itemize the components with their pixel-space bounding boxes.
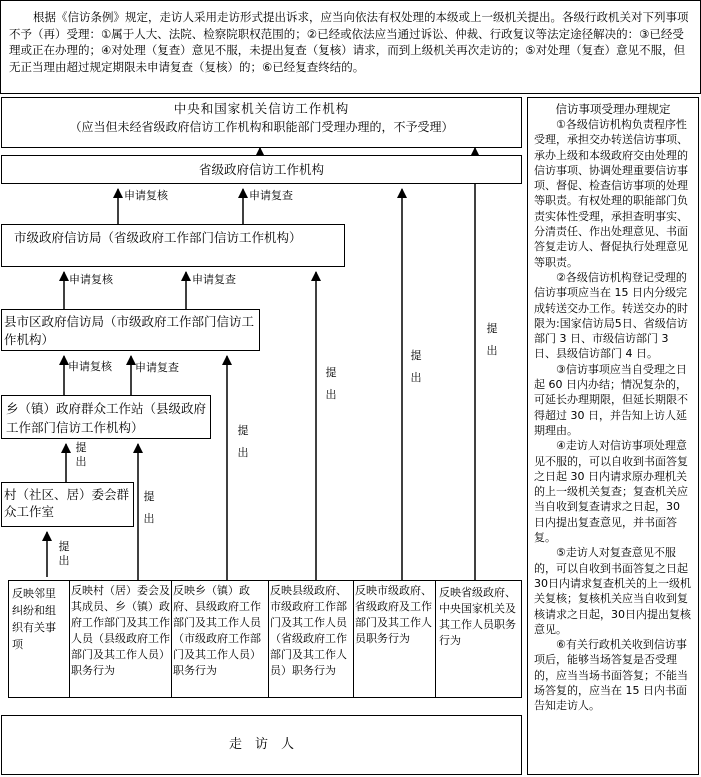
rules-paragraph: ①各级信访机构负责程序性受理，承担交办转送信访事项、承办上级和本级政府交由处理的信访事项、协调处理重要信访事项、督促、检查信访事项的处理等职责。有权处理的职能部门负责实体性受理，承担查明事实、分清责任、作出处理意见、书面答复走访人、督促执行处理意见等职责。 [534,118,688,269]
city-office-title: 市级政府信访局（省级政府工作部门信访工作机构） [14,230,302,245]
label-submit: 提出 [58,540,70,567]
rules-paragraph: ④走访人对信访事项处理意见不服的，可以自收到书面答复之日起 30 日内请求原办理机关的上一级机关复查；复查机关应当自收到复查请求之日起，30 日内提出复查意见，并书面答复。 [534,439,688,545]
label-apply-review: 申请复核 [124,189,168,202]
rules-paragraph: ⑥有关行政机关收到信访事项后，能够当场答复是否受理的，应当当场书面答复；不能当场答复的，应当在 15 日内书面告知走访人。 [534,638,688,713]
rules-paragraph: ②各级信访机构登记受理的信访事项应当在 15 日内分级完成转送交办工作。转送交办的时限为:国家信访局5日、省级信访部门 3 日、市级信访部门 3 日、县级信访部门 4 日。 [534,270,688,361]
village-office-title: 村（社区、居）委会群众工作室 [4,487,130,519]
category-box-5 [353,580,436,698]
label-apply-review: 申请复核 [69,273,113,286]
label-apply-recheck: 申请复查 [135,361,179,374]
category-text-6: 反映省级政府、中央国家机关及其工作人员职务行为 [439,586,516,647]
village-office-box [1,482,134,527]
provincial-office-box [1,155,522,184]
category-text-2: 反映村（居）委会及其成员、乡（镇）政府工作部门及其工作人员（县级政府工作部门及其工作人员）职务行为 [71,584,170,677]
label-apply-recheck: 申请复查 [192,273,236,286]
label-submit: 提出 [75,441,87,468]
central-agency-box [1,97,522,148]
city-office-box [1,224,345,267]
county-office-title: 县市区政府信访局（市级政府工作部门信访工作机构） [4,314,255,347]
label-submit: 提出 [486,322,498,357]
visitor-box [1,715,522,775]
label-submit: 提出 [410,349,422,384]
provincial-office-title: 省级政府信访工作机构 [198,162,324,177]
category-box-3 [171,580,269,698]
category-box-4 [268,580,354,698]
label-submit: 提出 [237,424,249,459]
category-box-1 [8,580,70,698]
rules-panel [527,97,699,775]
label-apply-review: 申请复核 [68,360,112,373]
label-apply-recheck: 申请复查 [249,189,293,202]
central-agency-note: （应当但未经省级政府信访工作机构和职能部门受理办理的，不予受理） [69,120,454,134]
category-text-1: 反映邻里纠纷和组织有关事项 [12,587,56,651]
category-box-6 [435,580,522,698]
visitor-label: 走 访 人 [228,737,294,752]
rules-title: 信访事项受理办理规定 [555,102,671,116]
category-box-2 [69,580,172,698]
category-text-4: 反映县级政府、市级政府工作部门及其工作人员（省级政府工作部门及其工作人员）职务行为 [270,584,347,677]
label-submit: 提出 [325,366,337,401]
label-submit: 提出 [143,490,155,525]
township-station-box [1,395,211,439]
category-text-3: 反映乡（镇）政府、县级政府工作部门及其工作人员（市级政府工作部门及其工作人员）职务行为 [173,584,261,677]
county-office-box [1,309,260,351]
category-text-5: 反映市级政府、省级政府及工作部门及其工作人员职务行为 [355,584,432,645]
township-station-title: 乡（镇）政府群众工作站（县级政府工作部门信访工作机构） [6,401,207,435]
rules-paragraph: ③信访事项应当自受理之日起 60 日内办结；情况复杂的，可延长办理期限，但延长期限不得超过 30 日，并告知上访人延期理由。 [534,362,688,437]
central-agency-title: 中央和国家机关信访工作机构 [173,101,350,116]
rules-paragraph: ⑤走访人对复查意见不服的，可以自收到书面答复之日起30日内请求复查机关的上一级机关复核；复核机关应当自收到复核请求之日起，30日内提出复核意见。 [534,546,691,636]
notice-text: 根据《信访条例》规定，走访人采用走访形式提出诉求，应当向依法有权处理的本级或上一级机关提出。各级行政机关对下列事项不予（再）受理：①属于人大、法院、检察院职权范围的；②已经或依法应当通过诉讼、仲裁、行政复议等法定途径解决的：③已经受理或正在办理的；④对处理（复查）意见不服，未提出复查（复核）请求，而到上级机关再次走访的；⑤对处理（复查）意见不服，但无正当理由超过规定期限未申请复查（复核）的；⑥已经复查终结的。 [9,10,689,74]
